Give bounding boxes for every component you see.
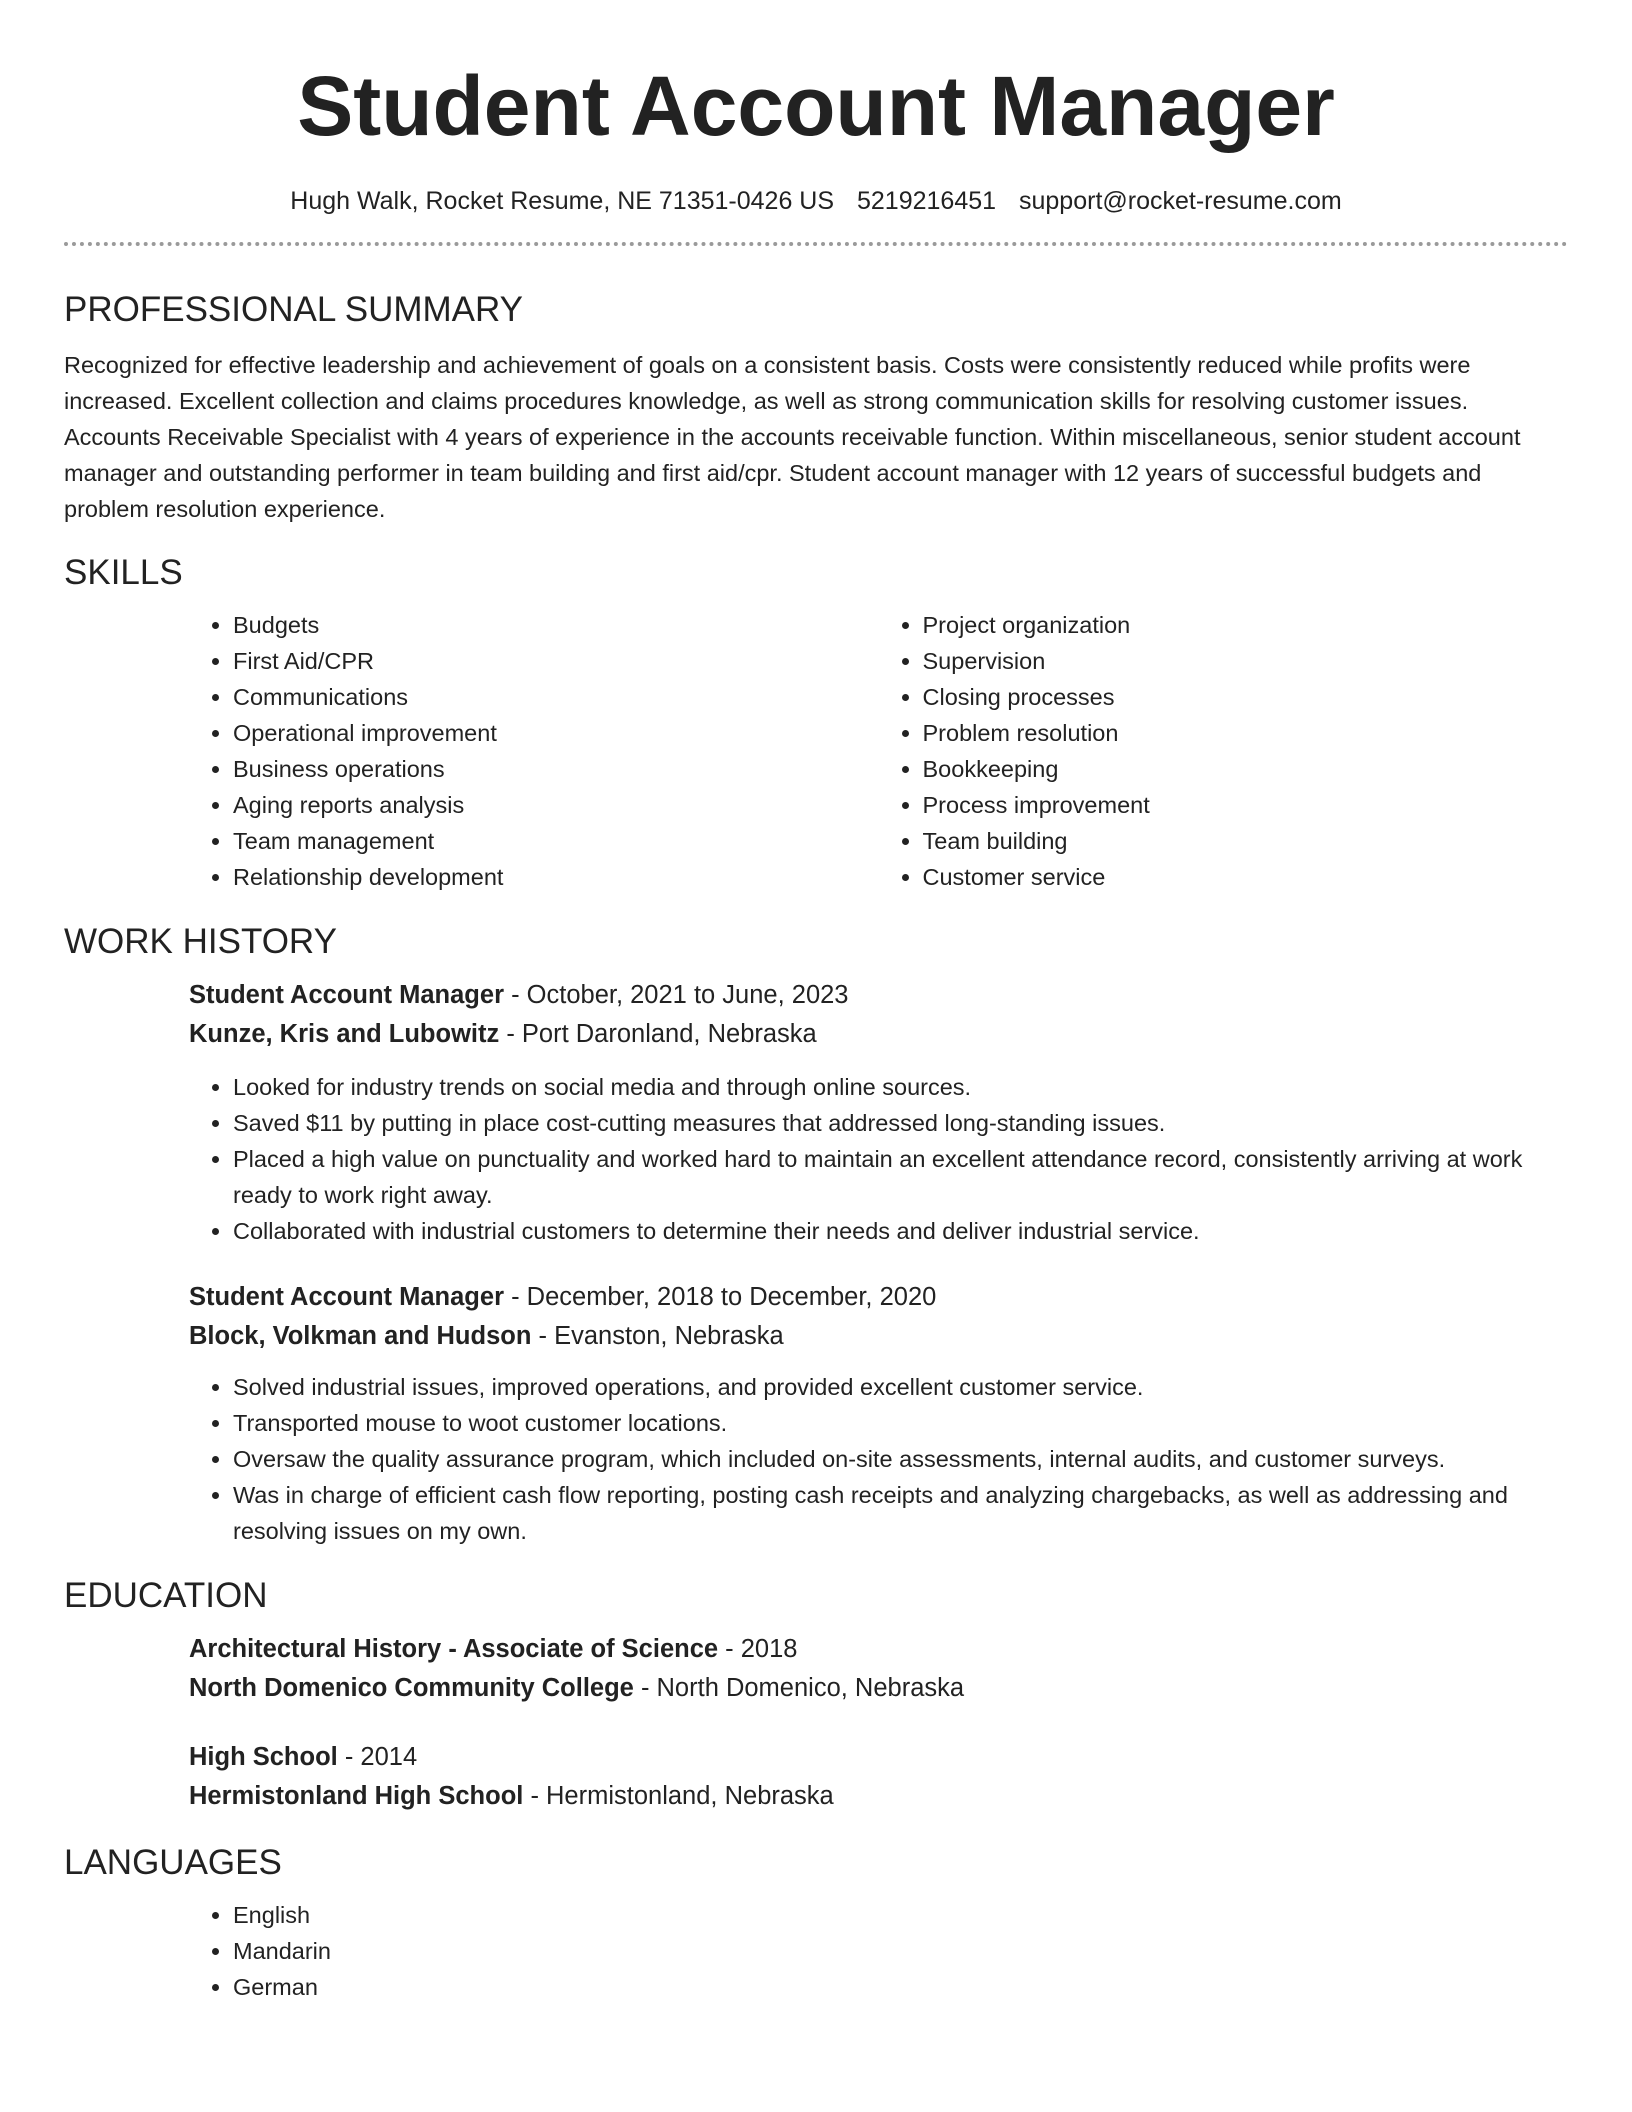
edu-degree: High School	[189, 1743, 338, 1771]
edu-school-line	[189, 1777, 1568, 1816]
skill-item: • Closing processes	[923, 679, 1569, 715]
job-role-line	[189, 976, 1568, 1015]
edu-school-line	[189, 1669, 1568, 1708]
skill-item: • Budgets	[233, 607, 879, 643]
job-company-line	[189, 1317, 1568, 1356]
skill-item: • Bookkeeping	[923, 751, 1569, 787]
job-role: Student Account Manager	[189, 1283, 504, 1311]
skill-item: • Communications	[233, 679, 879, 715]
skills-list-left	[189, 607, 879, 895]
edu-year: - 2018	[718, 1635, 798, 1663]
skill-item: • Aging reports analysis	[233, 787, 879, 823]
skill-item: • Business operations	[233, 751, 879, 787]
job-company-line	[189, 1015, 1568, 1054]
contact-email: support@rocket-resume.com	[1019, 187, 1342, 215]
skills-grid	[189, 607, 1568, 895]
job-role: Student Account Manager	[189, 981, 504, 1009]
edu-year: - 2014	[337, 1743, 418, 1771]
skill-item: • Team management	[233, 823, 879, 859]
summary-text: Recognized for effective leadership and achievement of goals on a consistent basis. Costs were consistently reduced while profits were increased. Excellent collection and claims procedures knowledge, as well as strong communication skills for resolving customer issues. Accounts Receivable Specialist with 4 years of experience in the accounts receivable function. Within miscellaneous, senior student account manager and outstanding performer in team building and first aid/cpr. Student account manager with 12 years of successful budgets and problem resolution experience.	[64, 352, 1521, 522]
language-item: • Mandarin	[233, 1933, 1568, 1969]
job-bullets	[189, 1069, 1568, 1249]
edu-degree: Architectural History - Associate of Science	[189, 1635, 719, 1663]
job-role-line	[189, 1278, 1568, 1317]
edu-school: Hermistonland High School	[189, 1782, 524, 1810]
job-company: Block, Volkman and Hudson	[189, 1322, 532, 1350]
skill-item: • Supervision	[923, 643, 1569, 679]
skills-list-right	[879, 607, 1569, 895]
job-location: - Port Daronland, Nebraska	[499, 1020, 817, 1048]
resume-name: Student Account Manager	[297, 59, 1335, 153]
contact-phone: 5219216451	[857, 187, 997, 215]
job-bullet: • Was in charge of efficient cash flow reporting, posting cash receipts and analyzing chargebacks, as well as addressing and resolving issues on my own.	[233, 1477, 1568, 1549]
skill-item: • First Aid/CPR	[233, 643, 879, 679]
languages-list	[189, 1897, 1568, 2005]
education-entry	[189, 1630, 1568, 1708]
job-entry	[189, 976, 1568, 1249]
job-bullet: • Looked for industry trends on social media and through online sources.	[233, 1069, 1568, 1105]
education-title: EDUCATION	[64, 1576, 268, 1615]
summary-title: PROFESSIONAL SUMMARY	[64, 290, 523, 329]
skill-item: • Process improvement	[923, 787, 1569, 823]
job-entry	[189, 1278, 1568, 1549]
edu-school: North Domenico Community College	[189, 1674, 634, 1702]
job-bullet: • Transported mouse to woot customer locations.	[233, 1405, 1568, 1441]
job-dates: - December, 2018 to December, 2020	[504, 1283, 937, 1311]
language-item: • English	[233, 1897, 1568, 1933]
edu-degree-line	[189, 1738, 1568, 1777]
job-bullet: • Placed a high value on punctuality and worked hard to maintain an excellent attendance record, consistently arriving at work ready to work right away.	[233, 1141, 1568, 1213]
languages-title: LANGUAGES	[64, 1843, 282, 1882]
job-bullet: • Solved industrial issues, improved operations, and provided excellent customer service.	[233, 1369, 1568, 1405]
skill-item: • Project organization	[923, 607, 1569, 643]
job-bullet: • Saved $11 by putting in place cost-cutting measures that addressed long-standing issues.	[233, 1105, 1568, 1141]
language-item: • German	[233, 1969, 1568, 2005]
job-location: - Evanston, Nebraska	[531, 1322, 784, 1350]
education-entry	[189, 1738, 1568, 1816]
edu-location: - Hermistonland, Nebraska	[523, 1782, 834, 1810]
skill-item: • Customer service	[923, 859, 1569, 895]
job-dates: - October, 2021 to June, 2023	[504, 981, 849, 1009]
edu-degree-line	[189, 1630, 1568, 1669]
skill-item: • Operational improvement	[233, 715, 879, 751]
contact-address: Hugh Walk, Rocket Resume, NE 71351-0426 US	[290, 187, 835, 215]
edu-location: - North Domenico, Nebraska	[633, 1674, 965, 1702]
header-divider	[64, 242, 1568, 246]
contact-line	[64, 186, 1568, 216]
skill-item: • Problem resolution	[923, 715, 1569, 751]
job-bullets	[189, 1369, 1568, 1549]
skill-item: • Team building	[923, 823, 1569, 859]
job-bullet: • Oversaw the quality assurance program, which included on-site assessments, internal audits, and customer surveys.	[233, 1441, 1568, 1477]
job-company: Kunze, Kris and Lubowitz	[189, 1020, 500, 1048]
job-bullet: • Collaborated with industrial customers to determine their needs and deliver industrial service.	[233, 1213, 1568, 1249]
skills-title: SKILLS	[64, 553, 183, 592]
work-history-title: WORK HISTORY	[64, 922, 337, 961]
skill-item: • Relationship development	[233, 859, 879, 895]
